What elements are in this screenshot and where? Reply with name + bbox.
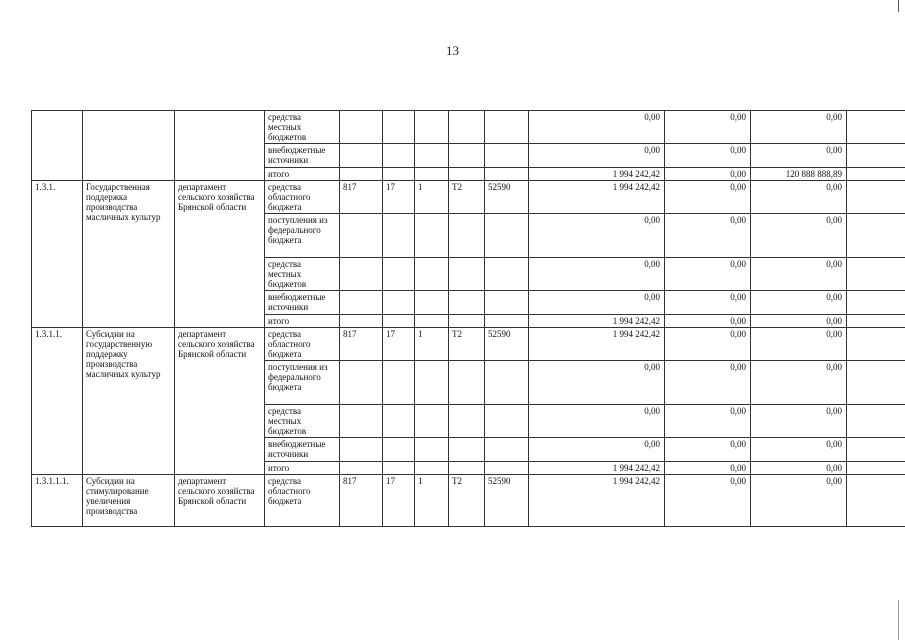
amount-cell: 0,00 <box>665 144 751 168</box>
scan-edge-mark-bottom <box>898 600 899 640</box>
funding-source-cell: средства областного бюджета <box>265 181 340 214</box>
row-code-cell: 1.3.1.1. <box>32 328 83 475</box>
amount-cell: 0,00 <box>529 144 665 168</box>
amount-cell: 1 994 242,42 <box>529 475 665 527</box>
amount-cell <box>847 462 905 475</box>
amount-cell: 0,00 <box>751 462 847 475</box>
amount-cell <box>847 405 905 438</box>
budget-code-cell <box>485 258 529 291</box>
budget-code-cell <box>340 214 383 258</box>
funding-source-cell: средства местных бюджетов <box>265 405 340 438</box>
amount-cell: 0,00 <box>529 361 665 405</box>
funding-source-cell: средства областного бюджета <box>265 328 340 361</box>
amount-cell: 0,00 <box>665 291 751 315</box>
budget-code-cell <box>449 258 485 291</box>
budget-code-cell <box>383 291 415 315</box>
funding-source-cell: итого <box>265 462 340 475</box>
budget-code-cell <box>415 214 449 258</box>
amount-cell: 0,00 <box>665 315 751 328</box>
funding-source-cell: итого <box>265 168 340 181</box>
budget-code-cell <box>415 361 449 405</box>
amount-cell: 0,00 <box>751 258 847 291</box>
row-code-cell <box>32 111 83 181</box>
budget-code-cell <box>340 361 383 405</box>
table-row <box>32 111 905 144</box>
amount-cell: 0,00 <box>665 328 751 361</box>
budget-code-cell: 1 <box>415 475 449 527</box>
amount-cell: 0,00 <box>529 214 665 258</box>
budget-code-cell: 1 <box>415 328 449 361</box>
amount-cell: 120 888 888,89 <box>751 168 847 181</box>
budget-code-cell <box>340 168 383 181</box>
budget-code-cell <box>340 438 383 462</box>
budget-code-cell: 817 <box>340 328 383 361</box>
funding-source-cell: средства местных бюджетов <box>265 111 340 144</box>
amount-cell: 0,00 <box>665 462 751 475</box>
amount-cell: 0,00 <box>751 214 847 258</box>
amount-cell: 1 994 242,42 <box>529 168 665 181</box>
page-number: 13 <box>446 43 459 58</box>
budget-code-cell <box>449 144 485 168</box>
budget-code-cell <box>383 144 415 168</box>
budget-code-cell <box>415 168 449 181</box>
row-executor-cell: департамент сельского хозяйства Брянской области <box>175 328 265 475</box>
funding-source-cell: средства областного бюджета <box>265 475 340 527</box>
amount-cell: 0,00 <box>665 405 751 438</box>
budget-code-cell <box>340 405 383 438</box>
budget-code-cell <box>485 111 529 144</box>
budget-code-cell <box>383 315 415 328</box>
budget-code-cell: Т2 <box>449 181 485 214</box>
budget-code-cell: 817 <box>340 475 383 527</box>
budget-code-cell <box>340 258 383 291</box>
budget-code-cell: 17 <box>383 328 415 361</box>
budget-code-cell: 17 <box>383 181 415 214</box>
budget-code-cell <box>415 438 449 462</box>
row-executor-cell <box>175 111 265 181</box>
budget-code-cell <box>449 111 485 144</box>
budget-code-cell <box>485 462 529 475</box>
budget-code-cell <box>485 214 529 258</box>
budget-code-cell <box>449 361 485 405</box>
budget-code-cell <box>485 438 529 462</box>
budget-code-cell: Т2 <box>449 475 485 527</box>
budget-code-cell <box>340 144 383 168</box>
budget-code-cell <box>485 144 529 168</box>
row-name-cell: Субсидии на государственную поддержку производства масличных культур <box>83 328 175 475</box>
budget-code-cell <box>449 168 485 181</box>
budget-code-cell <box>340 291 383 315</box>
budget-code-cell <box>383 462 415 475</box>
row-executor-cell: департамент сельского хозяйства Брянской области <box>175 181 265 328</box>
funding-source-cell: поступления из федерального бюджета <box>265 214 340 258</box>
amount-cell: 1 994 242,42 <box>529 328 665 361</box>
budget-code-cell <box>340 462 383 475</box>
amount-cell <box>847 328 905 361</box>
budget-code-cell <box>340 111 383 144</box>
budget-code-cell: 17 <box>383 475 415 527</box>
budget-code-cell <box>383 111 415 144</box>
amount-cell: 0,00 <box>665 475 751 527</box>
amount-cell: 0,00 <box>751 438 847 462</box>
amount-cell: 0,00 <box>665 168 751 181</box>
amount-cell: 0,00 <box>751 361 847 405</box>
scan-edge-mark <box>898 0 899 12</box>
budget-code-cell: 52590 <box>485 475 529 527</box>
amount-cell: 0,00 <box>665 258 751 291</box>
table-row <box>32 328 905 361</box>
budget-code-cell <box>415 462 449 475</box>
amount-cell: 1 994 242,42 <box>529 181 665 214</box>
amount-cell <box>847 475 905 527</box>
amount-cell: 0,00 <box>751 181 847 214</box>
budget-code-cell: Т2 <box>449 328 485 361</box>
budget-table <box>31 110 905 527</box>
amount-cell: 0,00 <box>751 111 847 144</box>
row-code-cell: 1.3.1.1.1. <box>32 475 83 527</box>
amount-cell: 0,00 <box>529 438 665 462</box>
amount-cell: 1 994 242,42 <box>529 462 665 475</box>
row-name-cell: Государственная поддержка производства масличных культур <box>83 181 175 328</box>
row-executor-cell: департамент сельского хозяйства Брянской области <box>175 475 265 527</box>
budget-code-cell: 52590 <box>485 181 529 214</box>
budget-code-cell <box>449 438 485 462</box>
funding-source-cell: поступления из федерального бюджета <box>265 361 340 405</box>
amount-cell: 0,00 <box>529 111 665 144</box>
budget-code-cell <box>485 315 529 328</box>
row-code-cell: 1.3.1. <box>32 181 83 328</box>
budget-code-cell: 1 <box>415 181 449 214</box>
budget-code-cell <box>449 291 485 315</box>
budget-code-cell <box>449 405 485 438</box>
budget-code-cell <box>383 405 415 438</box>
budget-code-cell <box>485 291 529 315</box>
amount-cell: 0,00 <box>529 258 665 291</box>
budget-code-cell <box>383 361 415 405</box>
amount-cell: 0,00 <box>751 405 847 438</box>
amount-cell <box>847 181 905 214</box>
amount-cell: 0,00 <box>751 475 847 527</box>
budget-code-cell <box>415 258 449 291</box>
budget-code-cell <box>415 315 449 328</box>
budget-code-cell <box>383 438 415 462</box>
amount-cell: 0,00 <box>751 144 847 168</box>
budget-code-cell: 52590 <box>485 328 529 361</box>
funding-source-cell: средства местных бюджетов <box>265 258 340 291</box>
amount-cell: 0,00 <box>665 181 751 214</box>
budget-code-cell <box>485 405 529 438</box>
budget-code-cell <box>383 168 415 181</box>
amount-cell: 0,00 <box>665 361 751 405</box>
budget-code-cell <box>383 258 415 291</box>
amount-cell: 0,00 <box>665 214 751 258</box>
amount-cell: 0,00 <box>665 438 751 462</box>
budget-code-cell <box>340 315 383 328</box>
budget-code-cell <box>415 144 449 168</box>
amount-cell <box>847 111 905 144</box>
budget-code-cell <box>415 111 449 144</box>
amount-cell <box>847 214 905 258</box>
budget-code-cell <box>449 315 485 328</box>
budget-code-cell <box>383 214 415 258</box>
amount-cell <box>847 144 905 168</box>
funding-source-cell: внебюджетные источники <box>265 438 340 462</box>
amount-cell: 0,00 <box>751 291 847 315</box>
budget-table-body <box>32 111 905 527</box>
amount-cell: 1 994 242,42 <box>529 315 665 328</box>
amount-cell <box>847 291 905 315</box>
amount-cell <box>847 438 905 462</box>
budget-code-cell <box>485 168 529 181</box>
amount-cell <box>847 361 905 405</box>
amount-cell: 0,00 <box>665 111 751 144</box>
funding-source-cell: итого <box>265 315 340 328</box>
budget-code-cell <box>449 214 485 258</box>
funding-source-cell: внебюджетные источники <box>265 291 340 315</box>
row-name-cell: Субсидии на стимулирование увеличения производства <box>83 475 175 527</box>
budget-code-cell: 817 <box>340 181 383 214</box>
table-row <box>32 181 905 214</box>
row-name-cell <box>83 111 175 181</box>
amount-cell: 0,00 <box>529 291 665 315</box>
amount-cell <box>847 168 905 181</box>
amount-cell: 0,00 <box>751 328 847 361</box>
budget-code-cell <box>485 361 529 405</box>
budget-code-cell <box>415 291 449 315</box>
budget-code-cell <box>415 405 449 438</box>
amount-cell: 0,00 <box>751 315 847 328</box>
budget-code-cell <box>449 462 485 475</box>
table-row <box>32 475 905 527</box>
amount-cell: 0,00 <box>529 405 665 438</box>
funding-source-cell: внебюджетные источники <box>265 144 340 168</box>
amount-cell <box>847 258 905 291</box>
amount-cell <box>847 315 905 328</box>
